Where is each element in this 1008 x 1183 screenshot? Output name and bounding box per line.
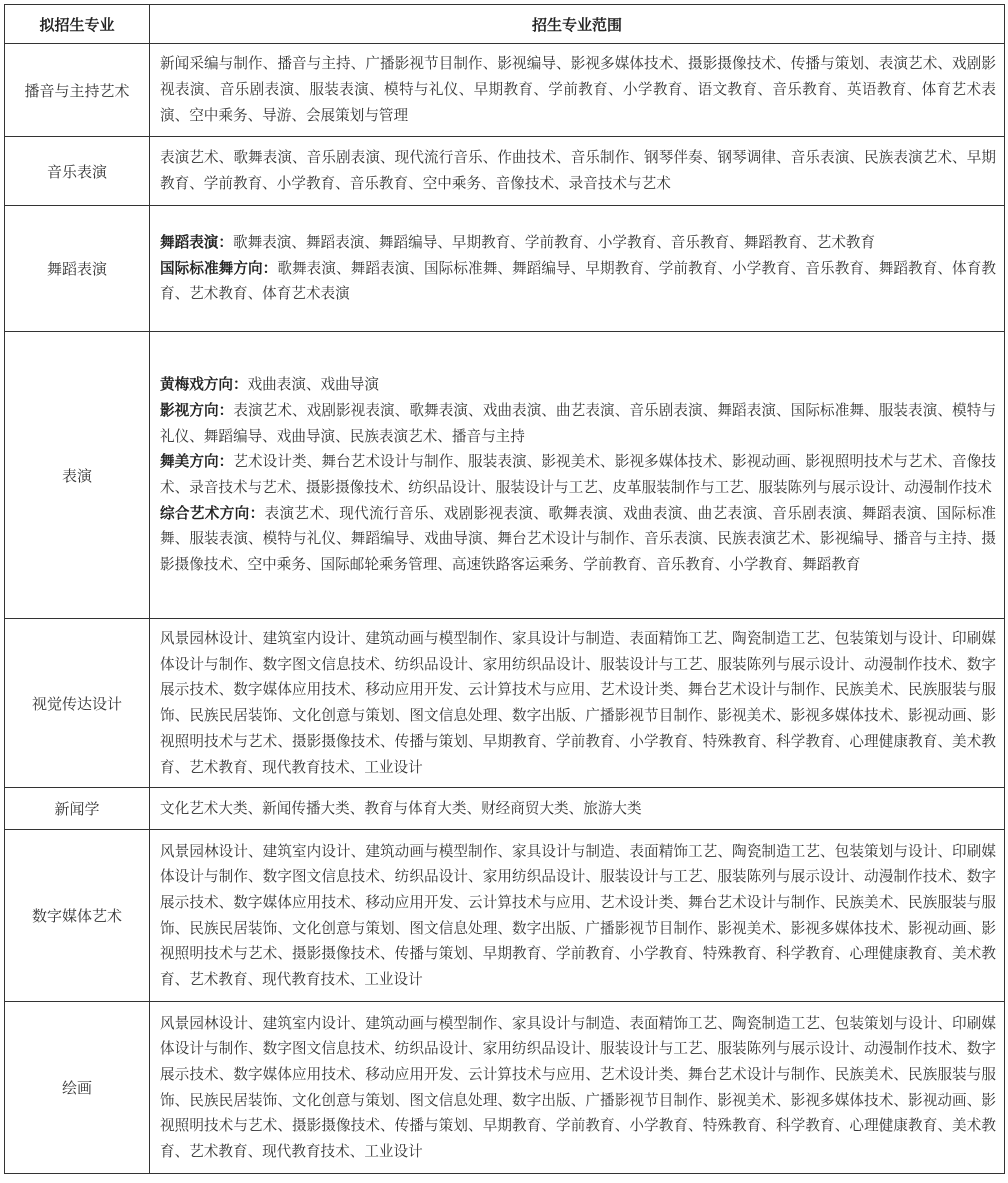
direction-text: 艺术设计类、舞台艺术设计与制作、服装表演、影视美术、影视多媒体技术、影视动画、影视照明技术与艺术、音像技术、录音技术与艺术、摄影摄像技术、纺织品设计、服装设计与工艺、皮革服装制作与工艺、服装陈列与展示设计、动漫制作技术 — [160, 453, 996, 496]
range-text: 表演艺术、歌舞表演、音乐剧表演、现代流行音乐、作曲技术、音乐制作、钢琴伴奏、钢琴调律、音乐表演、民族表演艺术、早期教育、学前教育、小学教育、音乐教育、空中乘务、音像技术、录音技术与艺术 — [150, 137, 1005, 206]
direction-text: 表演艺术、现代流行音乐、戏剧影视表演、歌舞表演、戏曲表演、曲艺表演、音乐剧表演、舞蹈表演、国际标准舞、服装表演、模特与礼仪、舞蹈编导、戏曲导演、舞台艺术设计与制作、音乐表演、民族表演艺术、影视编导、播音与主持、摄影摄像技术、空中乘务、国际邮轮乘务管理、高速铁路客运乘务、学前教育、音乐教育、小学教育、舞蹈教育 — [160, 504, 996, 574]
major-range-table — [4, 4, 1005, 1174]
table-header-row — [5, 5, 1005, 44]
direction-text: 歌舞表演、舞蹈表演、国际标准舞、舞蹈编导、早期教育、学前教育、小学教育、音乐教育、舞蹈教育、体育教育、艺术教育、体育艺术表演 — [160, 259, 996, 303]
range-text: 新闻采编与制作、播音与主持、广播影视节目制作、影视编导、影视多媒体技术、摄影摄像技术、传播与策划、表演艺术、戏剧影视表演、音乐剧表演、服装表演、模特与礼仪、早期教育、学前教育、小学教育、语文教育、音乐教育、英语教育、体育艺术表演、空中乘务、导游、会展策划与管理 — [150, 44, 1005, 137]
direction-text: 歌舞表演、舞蹈表演、舞蹈编导、早期教育、学前教育、小学教育、音乐教育、舞蹈教育、艺术教育 — [232, 233, 876, 251]
range-column-header: 招生专业范围 — [150, 5, 1005, 44]
major-name: 音乐表演 — [5, 137, 150, 206]
direction-text: 表演艺术、戏剧影视表演、歌舞表演、戏曲表演、曲艺表演、音乐剧表演、舞蹈表演、国际标准舞、服装表演、模特与礼仪、舞蹈编导、戏曲导演、民族表演艺术、播音与主持 — [160, 401, 996, 445]
direction-item — [160, 256, 996, 307]
direction-label: 国际标准舞方向： — [160, 259, 278, 277]
direction-item — [160, 372, 996, 398]
major-name: 播音与主持艺术 — [5, 44, 150, 137]
direction-label: 舞美方向： — [160, 453, 234, 471]
direction-item — [160, 230, 996, 256]
direction-item — [160, 398, 996, 449]
direction-text: 戏曲表演、戏曲导演 — [247, 376, 379, 394]
major-name: 表演 — [5, 332, 150, 619]
table-row — [5, 1002, 1005, 1174]
range-text: 风景园林设计、建筑室内设计、建筑动画与模型制作、家具设计与制造、表面精饰工艺、陶瓷制造工艺、包装策划与设计、印刷媒体设计与制作、数字图文信息技术、纺织品设计、家用纺织品设计、服装设计与工艺、服装陈列与展示设计、动漫制作技术、数字展示技术、数字媒体应用技术、移动应用开发、云计算技术与应用、艺术设计类、舞台艺术设计与制作、民族美术、民族服装与服饰、民族民居装饰、文化创意与策划、图文信息处理、数字出版、广播影视节目制作、影视美术、影视多媒体技术、影视动画、影视照明技术与艺术、摄影摄像技术、传播与策划、早期教育、学前教育、小学教育、特殊教育、科学教育、心理健康教育、美术教育、艺术教育、现代教育技术、工业设计 — [150, 619, 1005, 788]
table-row — [5, 788, 1005, 830]
direction-label: 黄梅戏方向： — [160, 376, 248, 394]
major-name: 视觉传达设计 — [5, 619, 150, 788]
direction-item — [160, 449, 996, 500]
range-text — [150, 206, 1005, 332]
major-name: 新闻学 — [5, 788, 150, 830]
table-row — [5, 137, 1005, 206]
major-name: 绘画 — [5, 1002, 150, 1174]
range-text — [150, 332, 1005, 619]
direction-label: 综合艺术方向： — [160, 504, 265, 522]
major-name: 舞蹈表演 — [5, 206, 150, 332]
major-column-header: 拟招生专业 — [5, 5, 150, 44]
direction-item — [160, 501, 996, 578]
table-row — [5, 619, 1005, 788]
range-text: 风景园林设计、建筑室内设计、建筑动画与模型制作、家具设计与制造、表面精饰工艺、陶瓷制造工艺、包装策划与设计、印刷媒体设计与制作、数字图文信息技术、纺织品设计、家用纺织品设计、服装设计与工艺、服装陈列与展示设计、动漫制作技术、数字展示技术、数字媒体应用技术、移动应用开发、云计算技术与应用、艺术设计类、舞台艺术设计与制作、民族美术、民族服装与服饰、民族民居装饰、文化创意与策划、图文信息处理、数字出版、广播影视节目制作、影视美术、影视多媒体技术、影视动画、影视照明技术与艺术、摄影摄像技术、传播与策划、早期教育、学前教育、小学教育、特殊教育、科学教育、心理健康教育、美术教育、艺术教育、现代教育技术、工业设计 — [150, 1002, 1005, 1174]
table-row — [5, 332, 1005, 619]
table-row — [5, 830, 1005, 1002]
major-name: 数字媒体艺术 — [5, 830, 150, 1002]
range-text: 文化艺术大类、新闻传播大类、教育与体育大类、财经商贸大类、旅游大类 — [150, 788, 1005, 830]
table-row — [5, 44, 1005, 137]
table-row — [5, 206, 1005, 332]
direction-label: 舞蹈表演： — [160, 233, 233, 251]
direction-label: 影视方向： — [160, 401, 234, 419]
range-text: 风景园林设计、建筑室内设计、建筑动画与模型制作、家具设计与制造、表面精饰工艺、陶瓷制造工艺、包装策划与设计、印刷媒体设计与制作、数字图文信息技术、纺织品设计、家用纺织品设计、服装设计与工艺、服装陈列与展示设计、动漫制作技术、数字展示技术、数字媒体应用技术、移动应用开发、云计算技术与应用、艺术设计类、舞台艺术设计与制作、民族美术、民族服装与服饰、民族民居装饰、文化创意与策划、图文信息处理、数字出版、广播影视节目制作、影视美术、影视多媒体技术、影视动画、影视照明技术与艺术、摄影摄像技术、传播与策划、早期教育、学前教育、小学教育、特殊教育、科学教育、心理健康教育、美术教育、艺术教育、现代教育技术、工业设计 — [150, 830, 1005, 1002]
